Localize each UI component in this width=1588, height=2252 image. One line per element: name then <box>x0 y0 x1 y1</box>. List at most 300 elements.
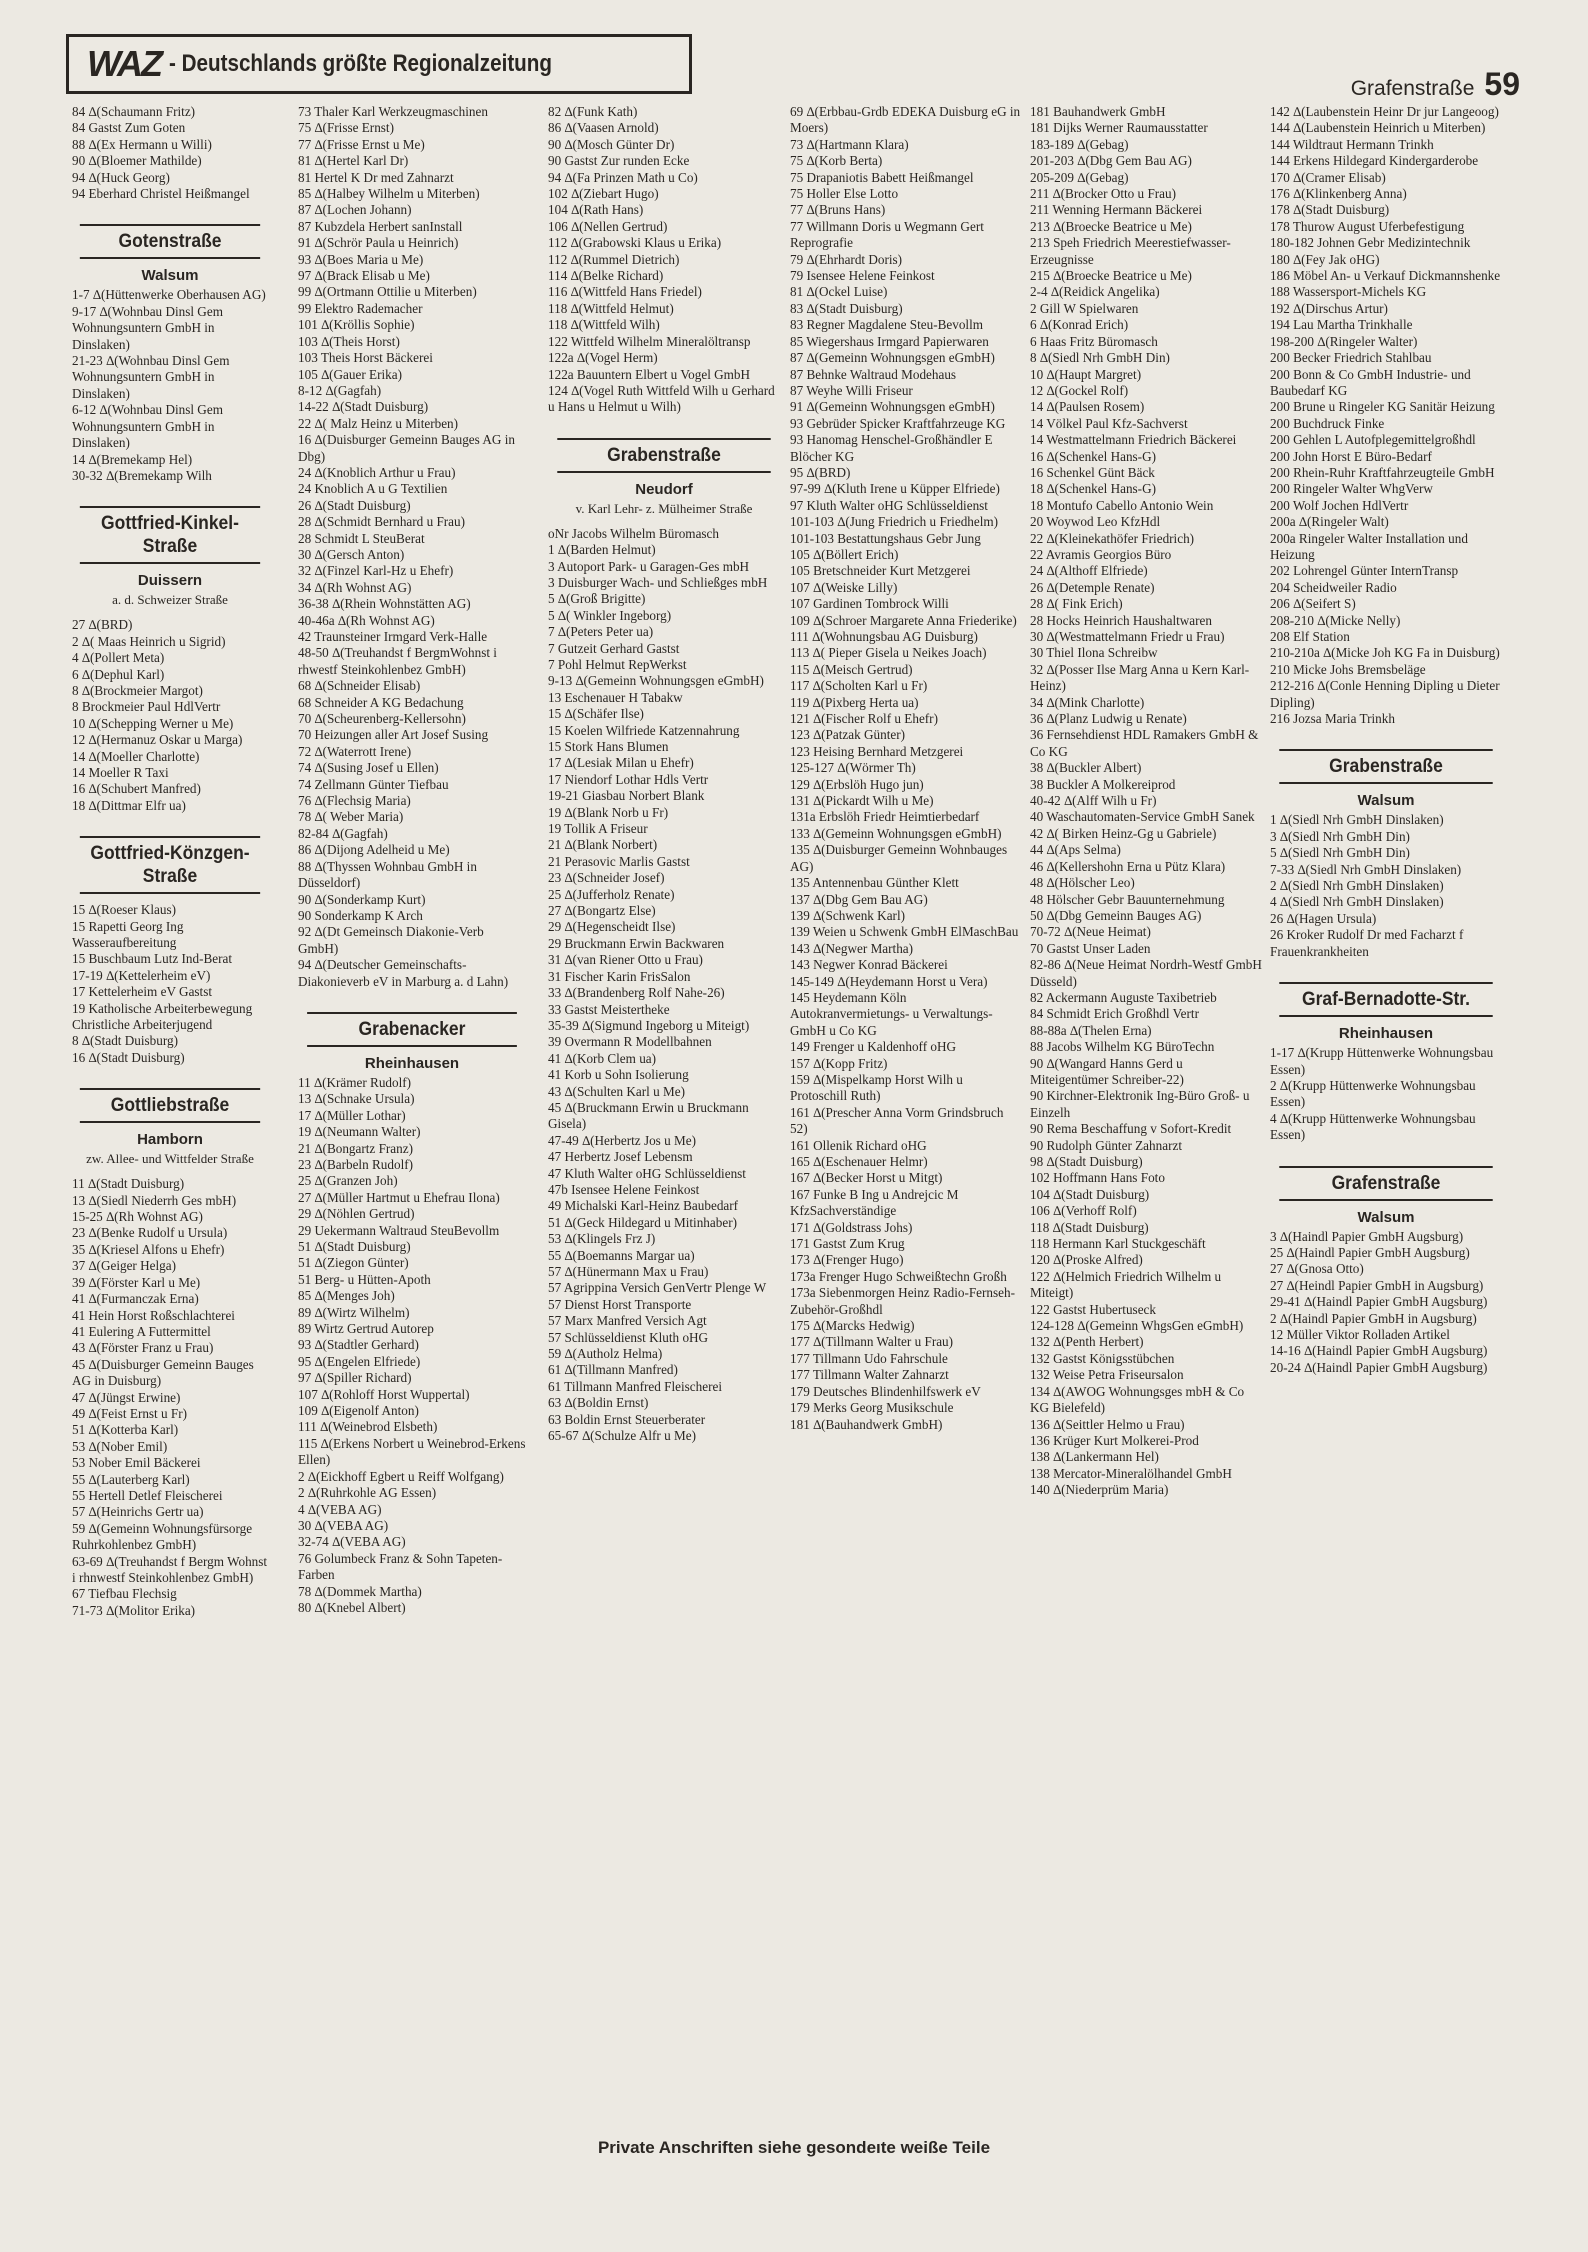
directory-entry: 1-7 ∆(Hüttenwerke Oberhausen AG) <box>72 287 266 303</box>
directory-entry: 81 Hertel K Dr med Zahnarzt <box>298 169 454 185</box>
directory-entry: 7 Gutzeit Gerhard Gastst <box>548 640 680 656</box>
directory-entry: 103 Theis Horst Bäckerei <box>298 350 433 366</box>
directory-entry: 120 ∆(Proske Alfred) <box>1030 1252 1143 1268</box>
directory-entry: 2 Gill W Spielwaren <box>1030 300 1139 316</box>
directory-entry: 210-210a ∆(Micke Joh KG Fa in Duisburg) <box>1270 645 1500 661</box>
directory-entry: 16 ∆(Schenkel Hans-G) <box>1030 448 1156 464</box>
directory-entry: 105 ∆(Gauer Erika) <box>298 366 402 382</box>
directory-entry: 35 ∆(Kriesel Alfons u Ehefr) <box>72 1241 225 1257</box>
directory-entry: 7-33 ∆(Siedl Nrh GmbH Dinslaken) <box>1270 861 1462 877</box>
directory-entry: 178 Thurow August Uferbefestigung <box>1270 218 1465 234</box>
directory-entry: 87 Kubzdela Herbert sanInstall <box>298 218 463 234</box>
directory-entry: 17 ∆(Müller Lothar) <box>298 1107 406 1123</box>
directory-entry: 78 ∆( Weber Maria) <box>298 809 404 825</box>
directory-entry: 8 ∆(Siedl Nrh GmbH Din) <box>1030 350 1170 366</box>
directory-entry: 59 ∆(Autholz Helma) <box>548 1346 663 1362</box>
directory-entry: 33 Gastst Meistertheke <box>548 1001 670 1017</box>
directory-entry: 6 Haas Fritz Büromasch <box>1030 333 1158 349</box>
directory-entry: 124-128 ∆(Gemeinn WhgsGen eGmbH) <box>1030 1318 1244 1334</box>
directory-entry: 32 ∆(Posser Ilse Marg Anna u Kern Karl-Heinz) <box>1030 661 1250 694</box>
directory-entry: 91 ∆(Gemeinn Wohnungsgen eGmbH) <box>790 399 995 415</box>
directory-entry: 79 Isensee Helene Feinkost <box>790 268 935 284</box>
directory-entry: 24 Knoblich A u G Textilien <box>298 481 448 497</box>
directory-entry: 201-203 ∆(Dbg Gem Bau AG) <box>1030 153 1192 169</box>
directory-entry: 42 ∆( Birken Heinz-Gg u Gabriele) <box>1030 825 1217 841</box>
directory-entry: 3 Duisburger Wach- und Schließges mbH <box>548 574 768 590</box>
directory-entry: 3 ∆(Haindl Papier GmbH Augsburg) <box>1270 1228 1464 1244</box>
directory-entry: 90 Rudolph Günter Zahnarzt <box>1030 1137 1182 1153</box>
directory-entry: 15 Stork Hans Blumen <box>548 739 669 754</box>
directory-entry: 50 ∆(Dbg Gemeinn Bauges AG) <box>1030 907 1202 923</box>
directory-entry: 149 Frenger u Kaldenhoff oHG <box>790 1039 957 1055</box>
directory-entry: 200 Bonn & Co GmbH Industrie- und Baubedarf KG <box>1270 366 1475 398</box>
directory-entry: 51 ∆(Ziegon Günter) <box>298 1255 409 1271</box>
directory-column-6 <box>1270 104 1502 1376</box>
directory-entry: 5 ∆(Siedl Nrh GmbH Din) <box>1270 845 1410 861</box>
directory-entry: 101-103 Bestattungshaus Gebr Jung <box>790 530 981 546</box>
directory-entry: 14 ∆(Moeller Charlotte) <box>72 748 200 764</box>
directory-entry: 47 Herbertz Josef Lebensm <box>548 1149 693 1165</box>
directory-entry: 84 ∆(Schaumann Fritz) <box>72 104 196 119</box>
directory-entry: 40-42 ∆(Alff Wilh u Fr) <box>1030 793 1157 809</box>
directory-entry: 86 ∆(Dijong Adelheid u Me) <box>298 842 450 858</box>
directory-entry: 39 ∆(Förster Karl u Me) <box>72 1274 201 1290</box>
directory-entry: 159 ∆(Mispelkamp Horst Wilh u Protoschill Ruth) <box>790 1071 967 1104</box>
directory-entry: 2 ∆(Ruhrkohle AG Essen) <box>298 1485 437 1501</box>
directory-entry: 200 Ringeler Walter WhgVerw <box>1270 481 1433 497</box>
directory-entry: 12 Müller Viktor Rolladen Artikel <box>1270 1326 1450 1342</box>
directory-entry: 45 ∆(Duisburger Gemeinn Bauges AG in Duisburg) <box>72 1356 257 1389</box>
directory-entry: 144 ∆(Laubenstein Heinrich u Miterben) <box>1270 120 1486 136</box>
directory-entry: 3 ∆(Siedl Nrh GmbH Din) <box>1270 828 1410 844</box>
directory-entry: 17 ∆(Lesiak Milan u Ehefr) <box>548 755 694 771</box>
directory-entry: 145 Heydemann Köln Autokranvermietungs- u Verwaltungs-GmbH u Co KG <box>790 989 993 1038</box>
directory-entry: 70 Heizungen aller Art Josef Susing <box>298 727 489 743</box>
directory-entry: 179 Deutsches Blindenhilfswerk eV <box>790 1383 981 1399</box>
directory-entry: 186 Möbel An- u Verkauf Dickmannshenke <box>1270 268 1501 284</box>
directory-entry: 51 ∆(Kotterba Karl) <box>72 1422 179 1438</box>
directory-entry: 63-69 ∆(Treuhandst f Bergm Wohnst i rhnwestf Steinkohlenbez GmbH) <box>72 1553 271 1585</box>
directory-entry: 10 ∆(Haupt Margret) <box>1030 366 1142 382</box>
directory-entry: 93 Gebrüder Spicker Kraftfahrzeuge KG <box>790 415 1006 431</box>
directory-entry: 13 ∆(Siedl Niederrh Ges mbH) <box>72 1192 237 1208</box>
directory-entry: 22 ∆( Malz Heinz u Miterben) <box>298 415 459 431</box>
street-section-note: a. d. Schweizer Straße <box>112 592 228 608</box>
directory-entry: 51 Berg- u Hütten-Apoth <box>298 1271 431 1287</box>
directory-entry: 27 ∆(BRD) <box>72 617 133 633</box>
directory-entry: 41 ∆(Korb Clem ua) <box>548 1050 657 1066</box>
directory-entry: 68 ∆(Schneider Elisab) <box>298 678 421 694</box>
directory-entry: 99 ∆(Ortmann Ottilie u Miterben) <box>298 284 477 300</box>
directory-entry: 106 ∆(Nellen Gertrud) <box>548 218 668 234</box>
directory-entry: 93 ∆(Boes Maria u Me) <box>298 251 424 267</box>
directory-entry: 76 Golumbeck Franz & Sohn Tapeten-Farben <box>298 1550 503 1583</box>
directory-entry: 103 ∆(Theis Horst) <box>298 333 400 349</box>
directory-entry: 21 ∆(Blank Norbert) <box>548 837 658 853</box>
directory-entry: 68 Schneider A KG Bedachung <box>298 694 464 710</box>
directory-entry: 21-23 ∆(Wohnbau Dinsl Gem Wohnungsuntern GmbH in Dinslaken) <box>72 353 233 401</box>
directory-entry: 161 Ollenik Richard oHG <box>790 1137 927 1153</box>
directory-entry: 48 Hölscher Gebr Bauunternehmung <box>1030 891 1225 907</box>
directory-entry: 57 Dienst Horst Transporte <box>548 1296 692 1312</box>
directory-entry: 84 Schmidt Erich Großhdl Vertr <box>1030 1006 1199 1022</box>
directory-entry: 36 ∆(Planz Ludwig u Renate) <box>1030 711 1187 727</box>
directory-entry: 194 Lau Martha Trinkhalle <box>1270 317 1413 333</box>
directory-entry: 143 Negwer Konrad Bäckerei <box>790 957 948 973</box>
directory-entry: 37 ∆(Geiger Helga) <box>72 1258 176 1274</box>
street-heading: Gottfried-Könzgen-Straße <box>80 836 260 894</box>
directory-entry: 53 Nober Emil Bäckerei <box>72 1455 201 1471</box>
directory-entry: 38 ∆(Buckler Albert) <box>1030 760 1142 776</box>
directory-entry: 200 Becker Friedrich Stahlbau <box>1270 350 1432 366</box>
directory-entry: 30 ∆(Gersch Anton) <box>298 546 405 562</box>
directory-entry: 19 ∆(Blank Norb u Fr) <box>548 804 669 820</box>
directory-entry: 24 ∆(Knoblich Arthur u Frau) <box>298 464 456 480</box>
running-street-head: Grafenstraße <box>1350 77 1475 100</box>
directory-entry: 192 ∆(Dirschus Artur) <box>1270 300 1388 316</box>
directory-entry: 17-19 ∆(Kettelerheim eV) <box>72 967 211 983</box>
directory-entry: 15-25 ∆(Rh Wohnst AG) <box>72 1209 203 1225</box>
directory-entry: 157 ∆(Kopp Fritz) <box>790 1055 888 1071</box>
directory-entry: 91 ∆(Schrör Paula u Heinrich) <box>298 235 459 251</box>
directory-entry: 122 ∆(Helmich Friedrich Wilhelm u Miteigt) <box>1030 1268 1225 1301</box>
directory-entry: 47b Isensee Helene Feinkost <box>548 1181 700 1197</box>
directory-entry: 173a Frenger Hugo Schweißtechn Großh <box>790 1268 1007 1284</box>
directory-entry: 8 ∆(Brockmeier Margot) <box>72 682 203 698</box>
directory-entry: 26 ∆(Detemple Renate) <box>1030 579 1155 595</box>
directory-entry: 14 ∆(Paulsen Rosem) <box>1030 399 1145 415</box>
directory-entry: 23 ∆(Schneider Josef) <box>548 870 665 886</box>
directory-entry: 25 ∆(Jufferholz Renate) <box>548 886 675 902</box>
directory-entry: 118 ∆(Wittfeld Wilh) <box>548 317 660 333</box>
directory-entry: 85 ∆(Menges Joh) <box>298 1288 395 1304</box>
directory-entry: 34 ∆(Mink Charlotte) <box>1030 694 1145 710</box>
district-heading: Rheinhausen <box>1338 1025 1434 1043</box>
directory-column-2 <box>298 104 529 1616</box>
directory-entry: 88-88a ∆(Thelen Erna) <box>1030 1022 1152 1038</box>
directory-entry: 131a Erbslöh Friedr Heimtierbedarf <box>790 809 980 825</box>
masthead-tagline: - Deutschlands größte Regionalzeitung <box>168 50 552 77</box>
directory-entry: 101 ∆(Kröllis Sophie) <box>298 317 415 333</box>
directory-entry: 200a ∆(Ringeler Walt) <box>1270 514 1389 530</box>
directory-entry: 177 ∆(Tillmann Walter u Frau) <box>790 1334 954 1350</box>
directory-entry: 129 ∆(Erbslöh Hugo jun) <box>790 776 924 792</box>
directory-entry: 98 ∆(Stadt Duisburg) <box>1030 1154 1143 1169</box>
directory-entry: 118 ∆(Wittfeld Helmut) <box>548 300 674 316</box>
directory-entry: 200a Ringeler Walter Installation und Heizung <box>1270 530 1472 562</box>
directory-entry: 11 ∆(Krämer Rudolf) <box>298 1074 412 1090</box>
directory-entry: 132 Gastst Königsstübchen <box>1030 1350 1175 1366</box>
directory-entry: 15 Buschbaum Lutz Ind-Berat <box>72 951 233 967</box>
directory-entry: 136 Krüger Kurt Molkerei-Prod <box>1030 1432 1199 1448</box>
directory-entry: 79 ∆(Ehrhardt Doris) <box>790 251 903 267</box>
directory-entry: 16 ∆(Duisburger Gemeinn Bauges AG in Dbg) <box>298 432 519 464</box>
directory-entry: 40-46a ∆(Rh Wohnst AG) <box>298 612 435 628</box>
directory-entry: 94 ∆(Huck Georg) <box>72 169 170 185</box>
directory-entry: 41 ∆(Furmanczak Erna) <box>72 1291 199 1307</box>
directory-entry: 3 Autoport Park- u Garagen-Ges mbH <box>548 558 750 574</box>
directory-entry: 27 ∆(Gnosa Otto) <box>1270 1261 1364 1277</box>
directory-entry: 90 Rema Beschaffung v Sofort-Kredit <box>1030 1121 1232 1137</box>
directory-entry: 78 ∆(Dommek Martha) <box>298 1583 422 1599</box>
directory-entry: 85 Wiegershaus Irmgard Papierwaren <box>790 333 989 349</box>
directory-entry: 173 ∆(Frenger Hugo) <box>790 1252 904 1268</box>
directory-entry: 75 Drapaniotis Babett Heißmangel <box>790 169 974 185</box>
directory-entry: 59 ∆(Gemeinn Wohnungsfürsorge Ruhrkohlenbez GmbH) <box>72 1520 256 1553</box>
directory-entry: 118 Hermann Karl Stuckgeschäft <box>1030 1236 1206 1252</box>
directory-entry: 136 ∆(Seittler Helmo u Frau) <box>1030 1416 1185 1432</box>
directory-entry: 6 ∆(Dephul Karl) <box>72 666 165 682</box>
directory-entry: 107 ∆(Weiske Lilly) <box>790 579 898 595</box>
directory-entry: 57 ∆(Heinrichs Gertr ua) <box>72 1504 204 1520</box>
directory-entry: 30-32 ∆(Bremekamp Wilh <box>72 467 212 483</box>
page-number: 59 <box>1484 66 1520 102</box>
directory-entry: 165 ∆(Eschenauer Helmr) <box>790 1154 928 1169</box>
directory-entry: 42 Traunsteiner Irmgard Verk-Halle <box>298 629 488 644</box>
directory-entry: oNr Jacobs Wilhelm Büromasch <box>548 525 719 541</box>
directory-entry: 7 Pohl Helmut RepWerkst <box>548 656 687 672</box>
directory-entry: 188 Wassersport-Michels KG <box>1270 284 1427 300</box>
directory-entry: 36 Fernsehdienst HDL Ramakers GmbH & Co KG <box>1030 727 1262 759</box>
directory-entry: 97-99 ∆(Kluth Irene u Küpper Elfriede) <box>790 481 1000 497</box>
directory-entry: 90 Gastst Zur runden Ecke <box>548 153 690 169</box>
directory-entry: 213 Speh Friedrich Meerestiefwasser-Erzeugnisse <box>1030 235 1231 267</box>
directory-entry: 80 ∆(Knebel Albert) <box>298 1599 406 1615</box>
directory-entry: 27 ∆(Bongartz Else) <box>548 903 656 919</box>
directory-entry: 206 ∆(Seifert S) <box>1270 596 1356 612</box>
directory-entry: 43 ∆(Förster Franz u Frau) <box>72 1340 214 1356</box>
directory-entry: 53 ∆(Klingels Frz J) <box>548 1231 656 1247</box>
directory-entry: 30 Thiel Ilona Schreibw <box>1030 645 1158 661</box>
directory-entry: 132 ∆(Penth Herbert) <box>1030 1334 1144 1350</box>
street-heading: Grabenacker <box>307 1012 517 1047</box>
directory-entry: 32 ∆(Finzel Karl-Hz u Ehefr) <box>298 563 454 579</box>
directory-entry: 88 ∆(Ex Hermann u Willi) <box>72 136 212 152</box>
directory-entry: 81 ∆(Hertel Karl Dr) <box>298 153 409 169</box>
directory-entry: 213 ∆(Broecke Beatrice u Me) <box>1030 218 1192 234</box>
directory-entry: 11 ∆(Stadt Duisburg) <box>72 1176 185 1192</box>
directory-entry: 26 Kroker Rudolf Dr med Facharzt f Frauenkrankheiten <box>1270 927 1467 959</box>
directory-entry: 144 Erkens Hildegard Kindergarderobe <box>1270 153 1479 169</box>
directory-entry: 74 Zellmann Günter Tiefbau <box>298 776 449 792</box>
directory-entry: 87 Behnke Waltraud Modehaus <box>790 366 957 382</box>
directory-entry: 82 Ackermann Auguste Taxibetrieb <box>1030 989 1217 1005</box>
directory-entry: 47 Kluth Walter oHG Schlüsseldienst <box>548 1165 746 1181</box>
directory-entry: 18 ∆(Dittmar Elfr ua) <box>72 797 186 813</box>
directory-entry: 16 ∆(Schubert Manfred) <box>72 781 201 797</box>
directory-entry: 212-216 ∆(Conle Henning Dipling u Dieter Dipling) <box>1270 678 1503 710</box>
directory-entry: 19 Tollik A Friseur <box>548 821 648 837</box>
directory-entry: 31 ∆(van Riener Otto u Frau) <box>548 952 703 968</box>
directory-entry: 61 ∆(Tillmann Manfred) <box>548 1362 678 1378</box>
directory-entry: 48 ∆(Hölscher Leo) <box>1030 875 1135 891</box>
directory-entry: 87 ∆(Gemeinn Wohnungsgen eGmbH) <box>790 350 995 366</box>
directory-entry: 70 ∆(Scheurenberg-Kellersohn) <box>298 711 466 727</box>
directory-entry: 10 ∆(Schepping Werner u Me) <box>72 715 234 731</box>
street-section-note: zw. Allee- und Wittfelder Straße <box>86 1151 254 1167</box>
directory-entry: 21 Perasovic Marlis Gastst <box>548 853 690 869</box>
directory-entry: 138 ∆(Lankermann Hel) <box>1030 1449 1159 1465</box>
district-heading: Walsum <box>1357 792 1415 810</box>
directory-entry: 41 Hein Horst Roßschlachterei <box>72 1307 235 1323</box>
directory-entry: 205-209 ∆(Gebag) <box>1030 169 1129 185</box>
directory-entry: 4 ∆(VEBA AG) <box>298 1501 382 1517</box>
directory-entry: 114 ∆(Belke Richard) <box>548 268 664 284</box>
directory-entry: 90 Sonderkamp K Arch <box>298 907 423 923</box>
directory-entry: 28 ∆( Fink Erich) <box>1030 596 1123 612</box>
directory-entry: 123 Heising Bernhard Metzgerei <box>790 743 964 759</box>
directory-entry: 32-74 ∆(VEBA AG) <box>298 1534 406 1550</box>
directory-entry: 23 ∆(Benke Rudolf u Ursula) <box>72 1225 228 1241</box>
directory-entry: 6 ∆(Konrad Erich) <box>1030 317 1129 333</box>
directory-entry: 92 ∆(Dt Gemeinsch Diakonie-Verb GmbH) <box>298 924 487 956</box>
masthead <box>66 34 692 94</box>
directory-entry: 140 ∆(Niederprüm Maria) <box>1030 1482 1169 1498</box>
directory-entry: 83 ∆(Stadt Duisburg) <box>790 300 903 316</box>
street-heading: Gottliebstraße <box>80 1088 260 1123</box>
directory-entry: 19 Katholische Arbeiterbewegung Christliche Arbeiterjugend <box>72 1000 256 1033</box>
directory-entry: 176 ∆(Klinkenberg Anna) <box>1270 186 1407 202</box>
directory-entry: 211 Wenning Hermann Bäckerei <box>1030 202 1203 218</box>
directory-entry: 20 Woywod Leo KfzHdl <box>1030 514 1161 530</box>
directory-entry: 43 ∆(Schulten Karl u Me) <box>548 1083 685 1099</box>
directory-entry: 8 ∆(Stadt Duisburg) <box>72 1033 178 1049</box>
directory-entry: 94 ∆(Fa Prinzen Math u Co) <box>548 169 698 185</box>
directory-entry: 171 ∆(Goldstrass Johs) <box>790 1219 913 1235</box>
directory-entry: 124 ∆(Vogel Ruth Wittfeld Wilh u Gerhard u Hans u Helmut u Wilh) <box>548 382 779 415</box>
directory-entry: 12 ∆(Hermanuz Oskar u Marga) <box>72 732 243 748</box>
directory-entry: 49 Michalski Karl-Heinz Baubedarf <box>548 1198 739 1214</box>
street-heading: Graf-Bernadotte-Str. <box>1279 982 1492 1017</box>
directory-entry: 90 Kirchner-Elektronik Ing-Büro Groß- u Einzelh <box>1030 1088 1253 1120</box>
directory-entry: 138 Mercator-Mineralölhandel GmbH <box>1030 1465 1232 1481</box>
directory-entry: 177 Tillmann Udo Fahrschule <box>790 1350 948 1366</box>
street-heading: Gottfried-Kinkel-Straße <box>80 506 260 564</box>
directory-entry: 14 ∆(Bremekamp Hel) <box>72 451 193 467</box>
directory-entry: 2 ∆(Haindl Papier GmbH in Augsburg) <box>1270 1310 1477 1326</box>
directory-entry: 83 Regner Magdalene Steu-Bevollm <box>790 317 984 333</box>
directory-entry: 112 ∆(Grabowski Klaus u Erika) <box>548 235 722 251</box>
directory-entry: 177 Tillmann Walter Zahnarzt <box>790 1367 949 1383</box>
directory-entry: 72 ∆(Waterrott Irene) <box>298 743 412 759</box>
directory-entry: 173a Siebenmorgen Heinz Radio-Fernseh-Zubehör-Großhdl <box>790 1285 1015 1317</box>
directory-entry: 2 ∆(Eickhoff Egbert u Reiff Wolfgang) <box>298 1468 504 1484</box>
directory-entry: 178 ∆(Stadt Duisburg) <box>1270 202 1390 218</box>
directory-entry: 1 ∆(Siedl Nrh GmbH Dinslaken) <box>1270 812 1444 828</box>
directory-entry: 19-21 Giasbau Norbert Blank <box>548 788 705 804</box>
directory-entry: 84 Gastst Zum Goten <box>72 120 186 136</box>
directory-entry: 97 ∆(Brack Elisab u Me) <box>298 268 430 284</box>
directory-entry: 105 Bretschneider Kurt Metzgerei <box>790 563 971 579</box>
directory-entry: 26 ∆(Hagen Ursula) <box>1270 910 1377 926</box>
directory-entry: 116 ∆(Wittfeld Hans Friedel) <box>548 284 702 300</box>
directory-entry: 28 ∆(Schmidt Bernhard u Frau) <box>298 514 466 530</box>
directory-entry: 1-17 ∆(Krupp Hüttenwerke Wohnungsbau Essen) <box>1270 1045 1497 1077</box>
directory-entry: 27 ∆(Heindl Papier GmbH in Augsburg) <box>1270 1277 1484 1293</box>
directory-entry: 6-12 ∆(Wohnbau Dinsl Gem Wohnungsuntern GmbH in Dinslaken) <box>72 402 227 451</box>
directory-entry: 14-22 ∆(Stadt Duisburg) <box>298 399 429 415</box>
directory-entry: 200 Rhein-Ruhr Kraftfahrzeugteile GmbH <box>1270 464 1495 480</box>
directory-entry: 19 ∆(Neumann Walter) <box>298 1124 421 1140</box>
directory-entry: 75 Holler Else Lotto <box>790 186 899 202</box>
directory-entry: 200 John Horst E Büro-Bedarf <box>1270 448 1432 464</box>
directory-entry: 94 Eberhard Christel Heißmangel <box>72 186 250 202</box>
directory-entry: 113 ∆( Pieper Gisela u Neikes Joach) <box>790 645 987 661</box>
directory-entry: 181 ∆(Bauhandwerk GmbH) <box>790 1416 943 1432</box>
directory-entry: 29 Bruckmann Erwin Backwaren <box>548 935 725 951</box>
street-heading: Grafenstraße <box>1279 1166 1492 1201</box>
directory-entry: 106 ∆(Verhoff Rolf) <box>1030 1203 1137 1219</box>
directory-entry: 9-17 ∆(Wohnbau Dinsl Gem Wohnungsuntern GmbH in Dinslaken) <box>72 303 227 352</box>
directory-entry: 216 Jozsa Maria Trinkh <box>1270 711 1395 727</box>
directory-entry: 181 Dijks Werner Raumausstatter <box>1030 120 1208 136</box>
directory-entry: 47 ∆(Jüngst Erwine) <box>72 1389 181 1405</box>
directory-entry: 44 ∆(Aps Selma) <box>1030 842 1121 858</box>
directory-column-1 <box>72 104 271 1619</box>
directory-entry: 41 Korb u Sohn Isolierung <box>548 1067 689 1083</box>
directory-entry: 67 Tiefbau Flechsig <box>72 1586 177 1602</box>
directory-entry: 23 ∆(Barbeln Rudolf) <box>298 1156 414 1172</box>
directory-entry: 111 ∆(Weinebrod Elsbeth) <box>298 1419 438 1435</box>
directory-entry: 55 Hertell Detlef Fleischerei <box>72 1487 223 1503</box>
footer-note: Private Anschriften siehe gesondeıte weiße Teile <box>597 2138 991 2157</box>
directory-entry: 51 ∆(Stadt Duisburg) <box>298 1239 411 1254</box>
directory-entry: 198-200 ∆(Ringeler Walter) <box>1270 333 1418 349</box>
directory-entry: 49 ∆(Feist Ernst u Fr) <box>72 1405 188 1421</box>
directory-entry: 4 ∆(Siedl Nrh GmbH Dinslaken) <box>1270 894 1444 910</box>
directory-entry: 70-72 ∆(Neue Heimat) <box>1030 924 1151 940</box>
directory-entry: 93 ∆(Stadtler Gerhard) <box>298 1337 419 1353</box>
directory-entry: 26 ∆(Stadt Duisburg) <box>298 497 411 513</box>
directory-entry: 102 Hoffmann Hans Foto <box>1030 1170 1165 1186</box>
directory-entry: 15 ∆(Roeser Klaus) <box>72 902 177 918</box>
directory-entry: 200 Wolf Jochen HdlVertr <box>1270 497 1409 513</box>
directory-entry: 88 Jacobs Wilhelm KG BüroTechn <box>1030 1039 1215 1055</box>
directory-entry: 122 Gastst Hubertuseck <box>1030 1301 1156 1317</box>
directory-entry: 180 ∆(Fey Jak oHG) <box>1270 251 1380 267</box>
directory-entry: 95 ∆(BRD) <box>790 464 851 480</box>
directory-entry: 115 ∆(Erkens Norbert u Weinebrod-Erkens Ellen) <box>298 1435 529 1468</box>
directory-entry: 82-84 ∆(Gagfah) <box>298 825 388 841</box>
directory-entry: 14 Moeller R Taxi <box>72 764 169 780</box>
directory-entry: 111 ∆(Wohnungsbau AG Duisburg) <box>790 629 978 644</box>
district-heading: Hamborn <box>137 1131 203 1149</box>
directory-entry: 2 ∆(Siedl Nrh GmbH Dinslaken) <box>1270 878 1444 894</box>
directory-entry: 2 ∆(Krupp Hüttenwerke Wohnungsbau Essen) <box>1270 1077 1479 1110</box>
directory-entry: 65-67 ∆(Schulze Alfr u Me) <box>548 1428 696 1444</box>
directory-entry: 33 ∆(Brandenberg Rolf Nahe-26) <box>548 985 725 1001</box>
directory-entry: 15 Koelen Wilfriede Katzennahrung <box>548 722 740 738</box>
directory-entry: 16 ∆(Stadt Duisburg) <box>72 1049 185 1065</box>
directory-entry: 14 Westmattelmann Friedrich Bäckerei <box>1030 432 1237 448</box>
directory-entry: 85 ∆(Halbey Wilhelm u Miterben) <box>298 186 480 202</box>
directory-entry: 30 ∆(Westmattelmann Friedr u Frau) <box>1030 629 1225 644</box>
directory-entry: 2-4 ∆(Reidick Angelika) <box>1030 284 1160 300</box>
directory-entry: 210 Micke Johs Bremsbeläge <box>1270 661 1426 677</box>
directory-entry: 208 Elf Station <box>1270 629 1350 644</box>
directory-entry: 71-73 ∆(Molitor Erika) <box>72 1602 196 1618</box>
directory-entry: 115 ∆(Meisch Gertrud) <box>790 661 913 677</box>
district-heading: Walsum <box>141 267 199 285</box>
directory-entry: 117 ∆(Scholten Karl u Fr) <box>790 678 928 694</box>
directory-entry: 13 Eschenauer H Tabakw <box>548 689 683 705</box>
directory-entry: 134 ∆(AWOG Wohnungsges mbH & Co KG Bielefeld) <box>1030 1383 1248 1416</box>
directory-entry: 28 Schmidt L SteuBerat <box>298 530 425 546</box>
directory-entry: 77 Willmann Doris u Wegmann Gert Reprografie <box>790 218 988 251</box>
directory-entry: 132 Weise Petra Friseursalon <box>1030 1367 1184 1383</box>
directory-entry: 137 ∆(Dbg Gem Bau AG) <box>790 891 928 907</box>
directory-entry: 25 ∆(Granzen Joh) <box>298 1173 398 1189</box>
